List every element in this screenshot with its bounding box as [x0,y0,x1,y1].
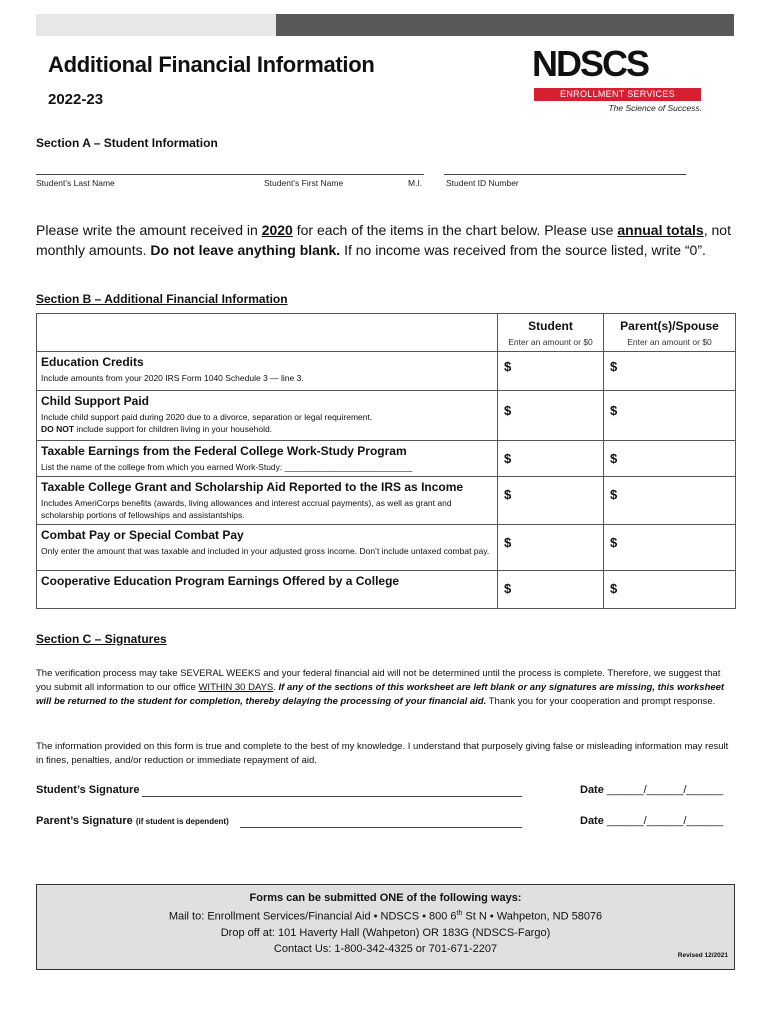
student-signature-label: Student’s Signature [36,784,140,796]
parent-amount-field[interactable] [604,391,736,441]
logo-tagline: The Science of Success. [608,103,702,113]
instr-text-1: Please write the amount received in [36,222,262,238]
parent-signature-note: (if student is dependent) [135,817,229,826]
dollar-sign: $ [610,535,618,550]
dollar-sign: $ [504,535,512,550]
submission-info-box [36,884,735,970]
item-desc-line2: include support for children living in your household. [74,424,273,434]
drop-off-line: Drop off at: 101 Haverty Hall (Wahpeton) OR 183G (NDSCS-Fargo) [220,926,551,939]
table-row [37,477,736,525]
instructions [36,220,736,260]
item-title: Education Credits [41,355,144,369]
instr-text-2: for each of the items in the chart below. Please use [292,222,618,238]
table-row [37,571,736,609]
parent-column-title: Parent(s)/Spouse [620,319,719,333]
student-signature-field[interactable] [142,796,522,797]
instr-annual: annual totals [617,222,704,238]
parent-date-label [580,815,723,827]
item-title: Child Support Paid [41,394,149,408]
dollar-sign: $ [504,451,512,466]
section-a-heading: Section A – Student Information [36,136,218,150]
student-date-label [580,784,723,796]
para1-text-c: Thank you for your cooperation and prompt response. [486,696,716,707]
mail-to-line [37,906,734,925]
student-column-header [498,314,604,352]
dollar-sign: $ [504,487,512,502]
dollar-sign: $ [610,403,618,418]
instr-text-3: , not monthly amounts. [36,222,731,258]
dollar-sign: $ [504,359,512,374]
item-title: Combat Pay or Special Combat Pay [41,528,244,542]
para1-warning: If any of the sections of this worksheet are left blank or any signatures are missing, this worksheet will be returned to the student for completion, thereby delaying the processing of your financial aid. [36,682,725,707]
header-bar-light [36,14,276,36]
parent-amount-field[interactable] [604,571,736,609]
table-row [37,525,736,571]
student-amount-field[interactable] [498,391,604,441]
instr-year: 2020 [261,222,293,238]
contact-line: Contact Us: 1-800-342-4325 or 701-671-2207 [273,942,498,955]
revised-date: Revised 12/2021 [677,952,728,959]
instr-text-4: If no income was received from the source listed, write “0”. [340,242,706,258]
section-b-heading: Section B – Additional Financial Information [36,292,288,306]
ndscs-logo [532,42,704,118]
student-amount-field[interactable] [498,525,604,571]
student-amount-field[interactable] [498,571,604,609]
parent-amount-field[interactable] [604,525,736,571]
logo-wordmark: NDSCS [532,43,649,84]
student-id-field[interactable] [444,174,686,175]
item-cell-education-credits [37,352,498,391]
dollar-sign: $ [504,581,512,596]
student-amount-field[interactable] [498,352,604,391]
student-id-label: Student ID Number [446,178,519,188]
instr-blank: Do not leave anything blank. [150,242,341,258]
header-bar-dark [276,14,734,36]
financial-table [36,313,736,609]
dollar-sign: $ [610,487,618,502]
section-c-heading: Section C – Signatures [36,632,167,646]
item-desc-bold: DO NOT [41,424,75,434]
date-label-text: Date [580,815,604,827]
mail-to-sup: th [456,910,463,917]
student-column-title: Student [528,319,573,333]
student-amount-field[interactable] [498,477,604,525]
mail-to-text-b: St N • Wahpeton, ND 58076 [462,910,603,923]
item-cell-coop-education [37,571,498,609]
item-cell-child-support [37,391,498,441]
award-year: 2022-23 [48,91,104,108]
mail-to-text-a: Mail to: Enrollment Services/Financial Aid • NDSCS • 800 6 [168,910,457,923]
table-header-row [37,314,736,352]
item-desc: List the name of the college from which you earned Work-Study: ___________________________ [41,462,413,472]
verification-paragraph [36,667,736,709]
page-title: Additional Financial Information [48,52,375,77]
parent-signature-field[interactable] [240,827,522,828]
dollar-sign: $ [610,359,618,374]
item-title: Cooperative Education Program Earnings Offered by a College [41,574,400,588]
item-desc [41,411,493,435]
table-row [37,391,736,441]
first-name-label: Student’s First Name [264,178,344,188]
para1-within-30-days: WITHIN 30 DAYS [198,682,274,693]
item-desc: Includes AmeriCorps benefits (awards, living allowances and interest accrual payments), as well as grant and scholarship portions of fellowships and assistantships. [41,498,452,520]
date-label-text: Date [580,784,604,796]
item-cell-taxable-grant [37,477,498,525]
dollar-sign: $ [504,403,512,418]
dollar-sign: $ [610,581,618,596]
parent-amount-field[interactable] [604,441,736,477]
parent-column-sub: Enter an amount or $0 [627,337,712,347]
item-desc: Only enter the amount that was taxable and included in your adjusted gross income. Don’t include untaxed combat pay. [41,546,490,556]
table-row [37,441,736,477]
parent-signature-label [36,815,229,827]
student-date-field[interactable]: ______/______/______ [606,784,724,796]
logo-banner: ENROLLMENT SERVICES [534,88,701,101]
para1-text-b: . [273,682,279,693]
submission-title: Forms can be submitted ONE of the following ways: [249,892,522,904]
parent-signature-text: Parent’s Signature [36,815,133,827]
header-blank-cell [37,314,498,352]
item-title: Taxable College Grant and Scholarship Aid Reported to the IRS as Income [41,480,464,494]
parent-amount-field[interactable] [604,352,736,391]
item-desc-line1: Include child support paid during 2020 due to a divorce, separation or legal requirement. [41,412,373,422]
parent-amount-field[interactable] [604,477,736,525]
certification-paragraph: The information provided on this form is true and complete to the best of my knowledge. I understand that purposely giving false or misleading information may result in fines, penalties, and/or reduction or immediate repayment of aid. [36,741,729,766]
last-name-label: Student’s Last Name [36,178,115,188]
mi-label: M.I. [408,178,423,188]
student-name-field[interactable] [36,174,424,175]
item-title: Taxable Earnings from the Federal College Work-Study Program [41,444,407,458]
parent-column-header [604,314,736,352]
student-amount-field[interactable] [498,441,604,477]
student-column-sub: Enter an amount or $0 [508,337,593,347]
table-row [37,352,736,391]
dollar-sign: $ [610,451,618,466]
item-desc: Include amounts from your 2020 IRS Form 1040 Schedule 3 — line 3. [41,373,304,383]
item-cell-combat-pay [37,525,498,571]
para1-text-a: The verification process may take SEVERAL WEEKS and your federal financial aid will not be determined until the process is complete. Therefore, we suggest that you submit all information to our office [36,668,721,693]
parent-date-field[interactable]: ______/______/______ [606,815,724,827]
item-cell-work-study [37,441,498,477]
